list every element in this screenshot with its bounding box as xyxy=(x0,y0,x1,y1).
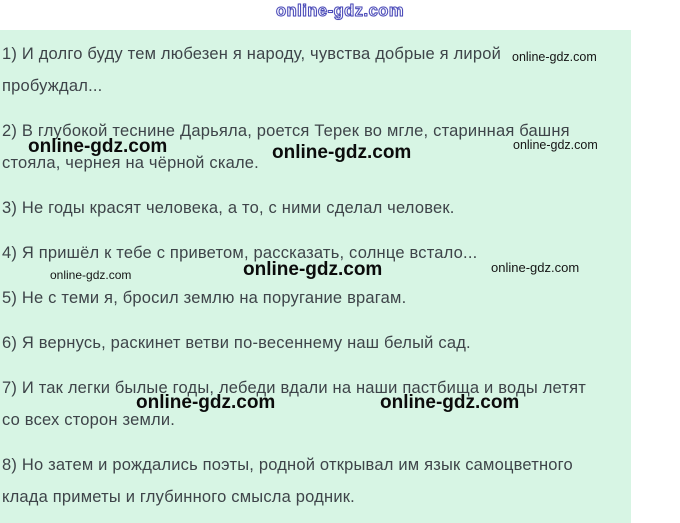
watermark-small-1: online-gdz.com xyxy=(512,50,597,64)
quote-line: 5) Не с теми я, бросил землю на поругание врагам. xyxy=(2,289,407,307)
watermark-small-2: online-gdz.com xyxy=(513,138,598,152)
quote-item-3 xyxy=(2,192,631,224)
watermark-bold-3: online-gdz.com xyxy=(243,259,383,280)
watermark-bold-4: online-gdz.com xyxy=(136,392,276,413)
watermark-bold-1: online-gdz.com xyxy=(28,136,168,157)
quote-line: 6) Я вернусь, раскинет ветви по-весеннему наш белый сад. xyxy=(2,334,471,352)
quote-line: 4) Я пришёл к тебе с приветом, рассказать, солнце встало... xyxy=(2,244,478,262)
quote-line: пробуждал... xyxy=(2,77,103,95)
quote-item-1 xyxy=(2,38,631,102)
quote-item-8 xyxy=(2,449,631,513)
watermark-small-3: online-gdz.com xyxy=(50,268,132,282)
quote-line: 3) Не годы красят человека, а то, с ними сделал человек. xyxy=(2,199,455,217)
quote-line: 2) В глубокой теснине Дарьяла, роется Терек во мгле, старинная башня xyxy=(2,122,570,140)
watermark-small-4: online-gdz.com xyxy=(491,260,580,275)
quote-line: 1) И долго буду тем любезен я народу, чувства добрые я лирой xyxy=(2,45,501,63)
watermark-bold-2: online-gdz.com xyxy=(272,142,412,163)
quote-line: клада приметы и глубинного смысла родник. xyxy=(2,488,355,506)
quote-item-6 xyxy=(2,327,631,359)
quote-item-5 xyxy=(2,282,631,314)
quote-line: 7) И так легки былые годы, лебеди вдали на наши пастбища и воды летят xyxy=(2,379,587,397)
quote-line: стояла, чернея на чёрной скале. xyxy=(2,154,259,172)
watermark-bold-5: online-gdz.com xyxy=(380,392,520,413)
quote-line: 8) Но затем и рождались поэты, родной открывал им язык самоцветного xyxy=(2,456,573,474)
quote-item-7 xyxy=(2,372,631,436)
watermark-outline-top: online-gdz.com xyxy=(276,2,404,20)
quote-line: со всех сторон земли. xyxy=(2,411,176,429)
